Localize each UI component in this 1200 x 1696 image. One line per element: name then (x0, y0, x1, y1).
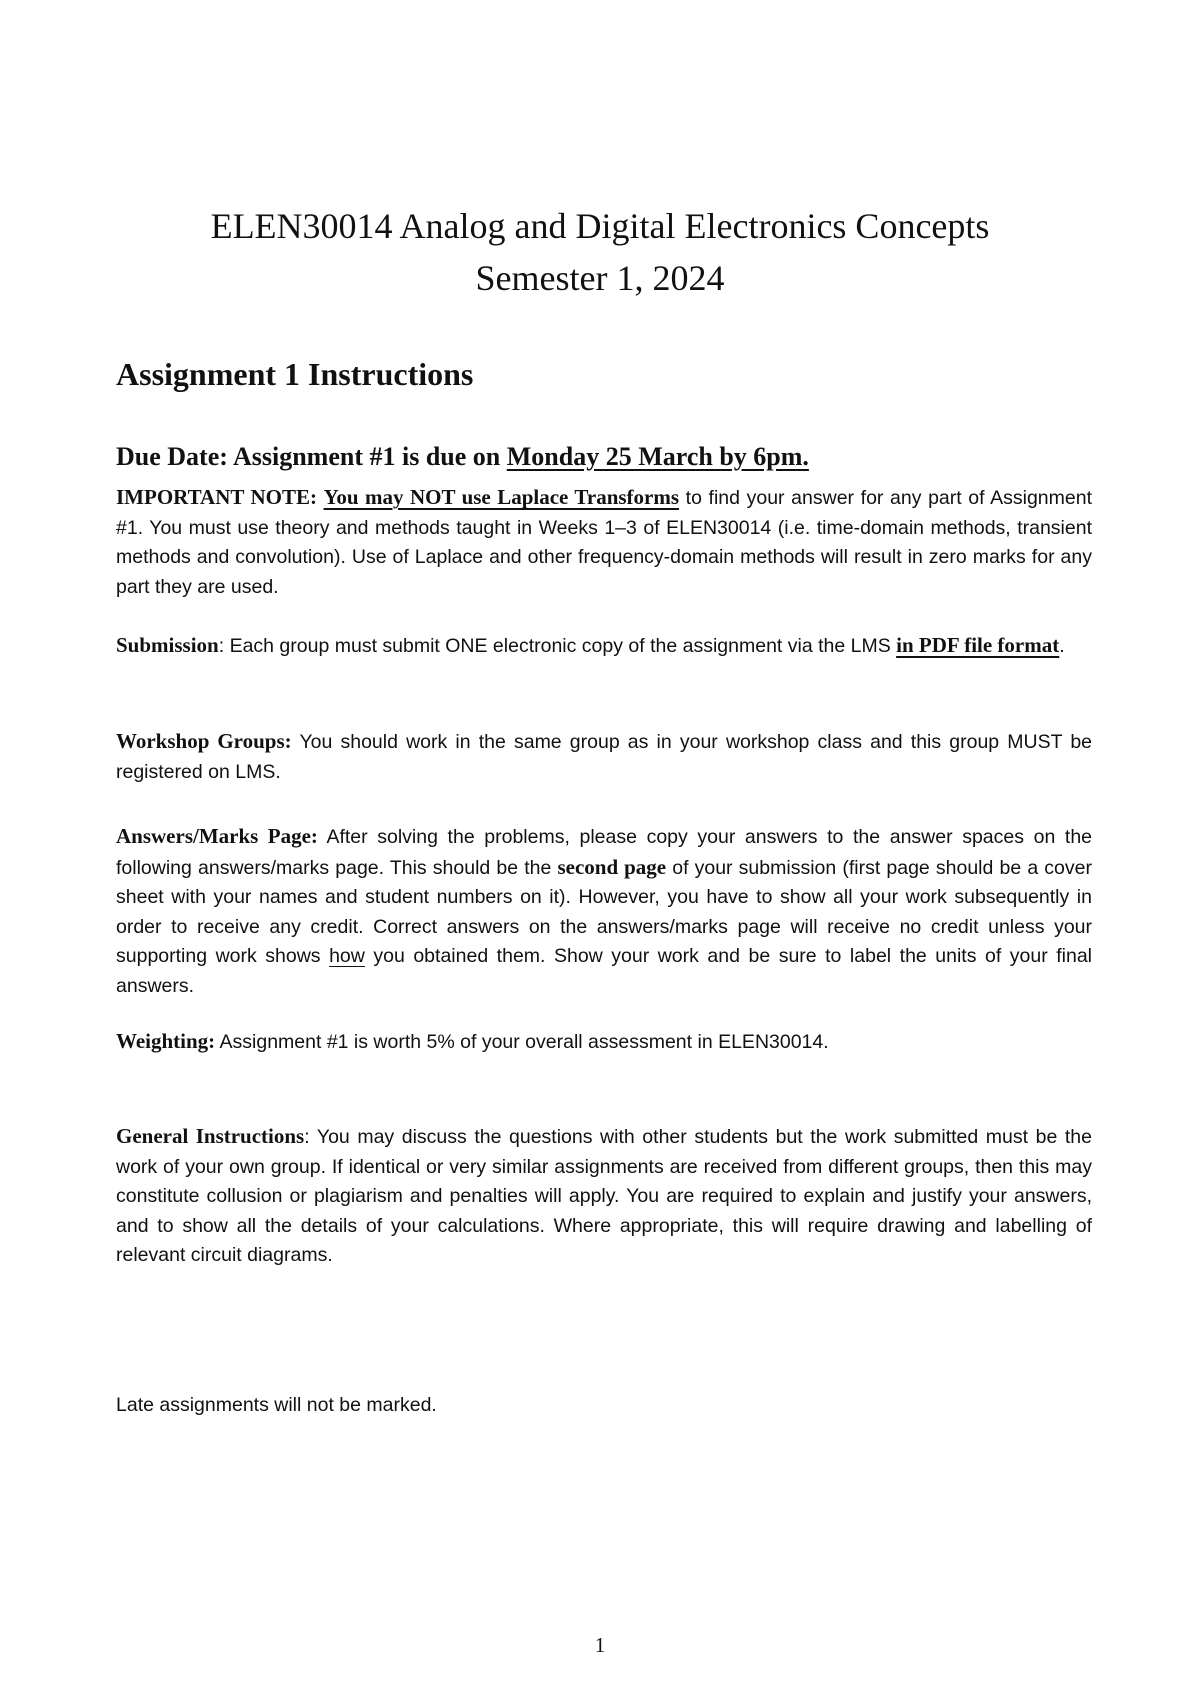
important-note-text: to find your answer for any part of Assignment #1. You must use theory and methods taught in Weeks 1–3 of ELEN30014 (i.e. time-domain methods, transient methods and convolution). Use of Laplace and other frequency-domain methods will result in zero marks for any part they are used. (116, 487, 1092, 598)
important-note-emphasis: You may NOT use Laplace Transforms (323, 485, 680, 509)
semester-title: Semester 1, 2024 (475, 258, 725, 298)
weighting-paragraph (116, 1027, 1092, 1058)
document-title (0, 200, 1200, 304)
submission-format: in PDF file format (896, 633, 1060, 657)
answers-marks-label: Answers/Marks Page: (116, 824, 318, 848)
answers-marks-text-1: After solving the problems, please copy your answers to the answer spaces on the following answers/marks page. This should be the (116, 826, 1093, 879)
answers-marks-emphasis: second page (557, 854, 667, 879)
answers-marks-text-3: you obtained them. Show your work and be sure to label the units of your final answers. (116, 945, 1092, 997)
page-number: 1 (594, 1633, 606, 1657)
submission-label: Submission (116, 633, 219, 657)
important-note-paragraph (116, 483, 1092, 602)
workshop-groups-text: You should work in the same group as in your workshop class and this group MUST be registered on LMS. (116, 731, 1093, 783)
submission-end: . (1059, 635, 1065, 657)
submission-paragraph (116, 631, 1092, 662)
general-instructions-label: General Instructions (116, 1124, 305, 1148)
weighting-label: Weighting: (116, 1029, 216, 1053)
general-instructions-paragraph (116, 1122, 1092, 1271)
due-date-label: Due Date: Assignment #1 is due on (116, 442, 507, 471)
answers-marks-how: how (329, 945, 365, 967)
weighting-text: Assignment #1 is worth 5% of your overall assessment in ELEN30014. (215, 1031, 829, 1053)
general-instructions-text: : You may discuss the questions with other students but the work submitted must be the work of your own group. If identical or very similar assignments are received from different groups, then this may constitute collusion or plagiarism and penalties will apply. You are required to explain and justify your answers, and to show all the details of your calculations. Where appropriate, this will require drawing and labelling of relevant circuit diagrams. (116, 1126, 1092, 1266)
course-title: ELEN30014 Analog and Digital Electronics Concepts (210, 206, 990, 246)
workshop-groups-paragraph (116, 727, 1092, 787)
due-date-line (116, 440, 809, 474)
workshop-groups-label: Workshop Groups: (116, 729, 292, 753)
submission-text: : Each group must submit ONE electronic copy of the assignment via the LMS (218, 635, 897, 657)
important-note-label: IMPORTANT NOTE: (116, 485, 317, 509)
answers-marks-text-2: of your submission (first page should be a cover sheet with your names and student numbers on it). However, you have to show all your work subsequently in order to receive any credit. Correct answers on the answers/marks page will receive no credit unless your supporting work shows (116, 856, 1092, 967)
answers-marks-paragraph (116, 822, 1092, 1001)
due-date-value: Monday 25 March by 6pm. (506, 442, 809, 471)
late-policy: Late assignments will not be marked. (116, 1394, 437, 1416)
section-heading: Assignment 1 Instructions (116, 356, 474, 392)
